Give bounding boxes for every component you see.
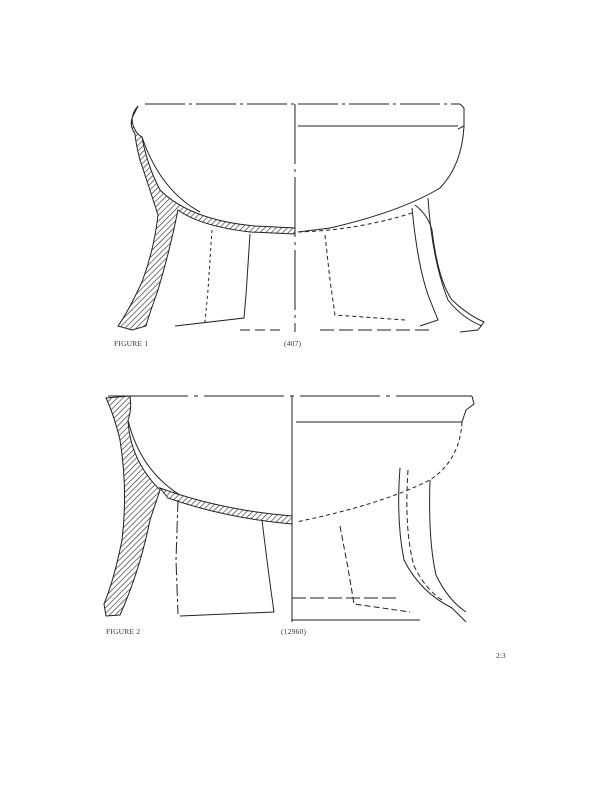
figure-2-section [104, 396, 160, 616]
figure-2-catalog-number: (12960) [281, 627, 307, 636]
figure-1-section [118, 106, 295, 330]
scale-note: 2:3 [496, 651, 506, 660]
figure-1-label: FIGURE 1 [114, 339, 149, 348]
figure-2-drawing [104, 396, 474, 622]
figure-1-drawing [118, 104, 484, 332]
figure-2-label: FIGURE 2 [106, 627, 141, 636]
figure-1-catalog-number: (407) [284, 339, 302, 348]
